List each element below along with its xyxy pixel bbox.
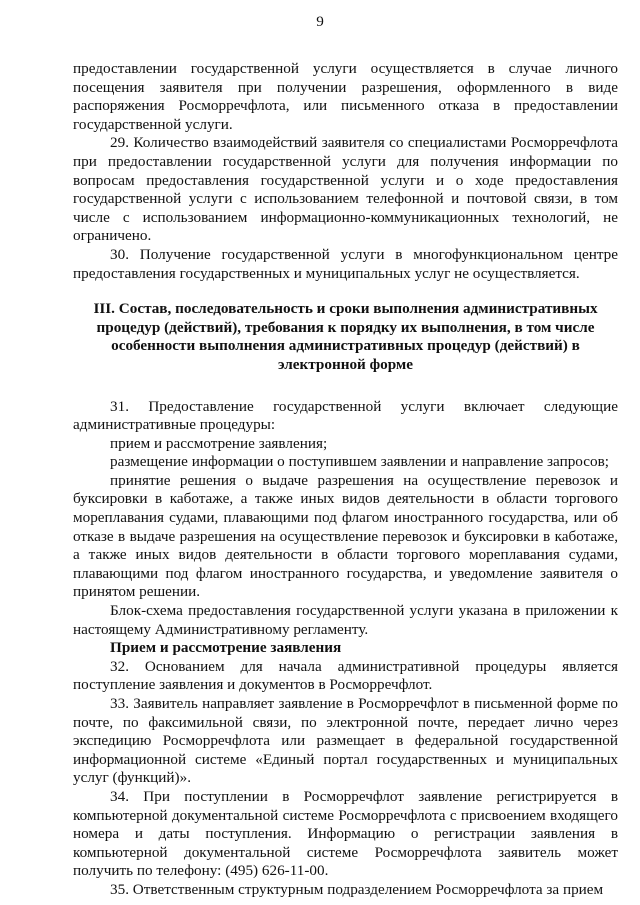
section-heading: III. Состав, последовательность и сроки выполнения административных процедур (действий), требования к порядку их выполнения, в том числе особенности выполнения административных процедур (действий) в электронной форме [93, 300, 598, 373]
procedure-item-2: размещение информации о поступившем заявлении и направление запросов; [110, 453, 610, 471]
paragraph-continuation: предоставлении государственной услуги осуществляется в случае личного посещения заявителя при получении разрешения, оформленного в виде распоряжения Росморречфлота, или письменного отказа в предоставлении государственной услуги. [73, 60, 618, 133]
document-body [73, 60, 618, 900]
flowchart-note: Блок-схема предоставления государственной услуги указана в приложении к настоящему Административному регламенту. [73, 602, 618, 638]
paragraph-31: 31. Предоставление государственной услуги включает следующие административные процедуры: [73, 397, 618, 434]
paragraph-29: 29. Количество взаимодействий заявителя со специалистами Росморречфлота при предоставлении государственной услуги для получения информации по вопросам предоставления государственной услуги и о ходе предоставления государственной услуги с использованием телефонной и почтовой связи, в том числе с использованием информационно-коммуникационных технологий, не ограничено. [73, 134, 618, 245]
paragraph-35: 35. Ответственным структурным подразделением Росморречфлота за прием [110, 880, 604, 898]
procedure-item-3: принятие решения о выдаче разрешения на осуществление перевозок и буксировки в каботаже, а также иных видов деятельности в области торгового мореплавания судами, плавающими под флагом иностранного государства, или об отказе в выдаче разрешения на осуществление перевозок и буксировки в каботаже, а также иных видов деятельности в области торгового мореплавания судами, плавающими под флагом иностранного государства, и уведомление заявителя о принятом решении. [73, 471, 618, 601]
paragraph-33: 33. Заявитель направляет заявление в Росморречфлот в письменной форме по почте, по факсимильной связи, по электронной почте, передает лично через экспедицию Росморречфлота или размещает в федеральной государственной информационной системе «Единый портал государственных и муниципальных услуг (функций)». [73, 695, 618, 787]
paragraph-34: 34. При поступлении в Росморречфлот заявление регистрируется в компьютерной документальной системе Росморречфлота с присвоением входящего номера и даты поступления. Информацию о регистрации заявления в компьютерной документальной системе Росморречфлота заявитель может получить по телефону: (495) 626-11-00. [73, 787, 618, 880]
procedure-item-1: прием и рассмотрение заявления; [110, 434, 328, 452]
paragraph-32: 32. Основанием для начала административной процедуры является поступление заявления и документов в Росморречфлот. [73, 657, 618, 694]
paragraph-30: 30. Получение государственной услуги в многофункциональном центре предоставления государственных и муниципальных услуг не осуществляется. [73, 245, 618, 282]
page-number: 9 [316, 13, 324, 30]
subsection-heading: Прием и рассмотрение заявления [110, 639, 342, 657]
